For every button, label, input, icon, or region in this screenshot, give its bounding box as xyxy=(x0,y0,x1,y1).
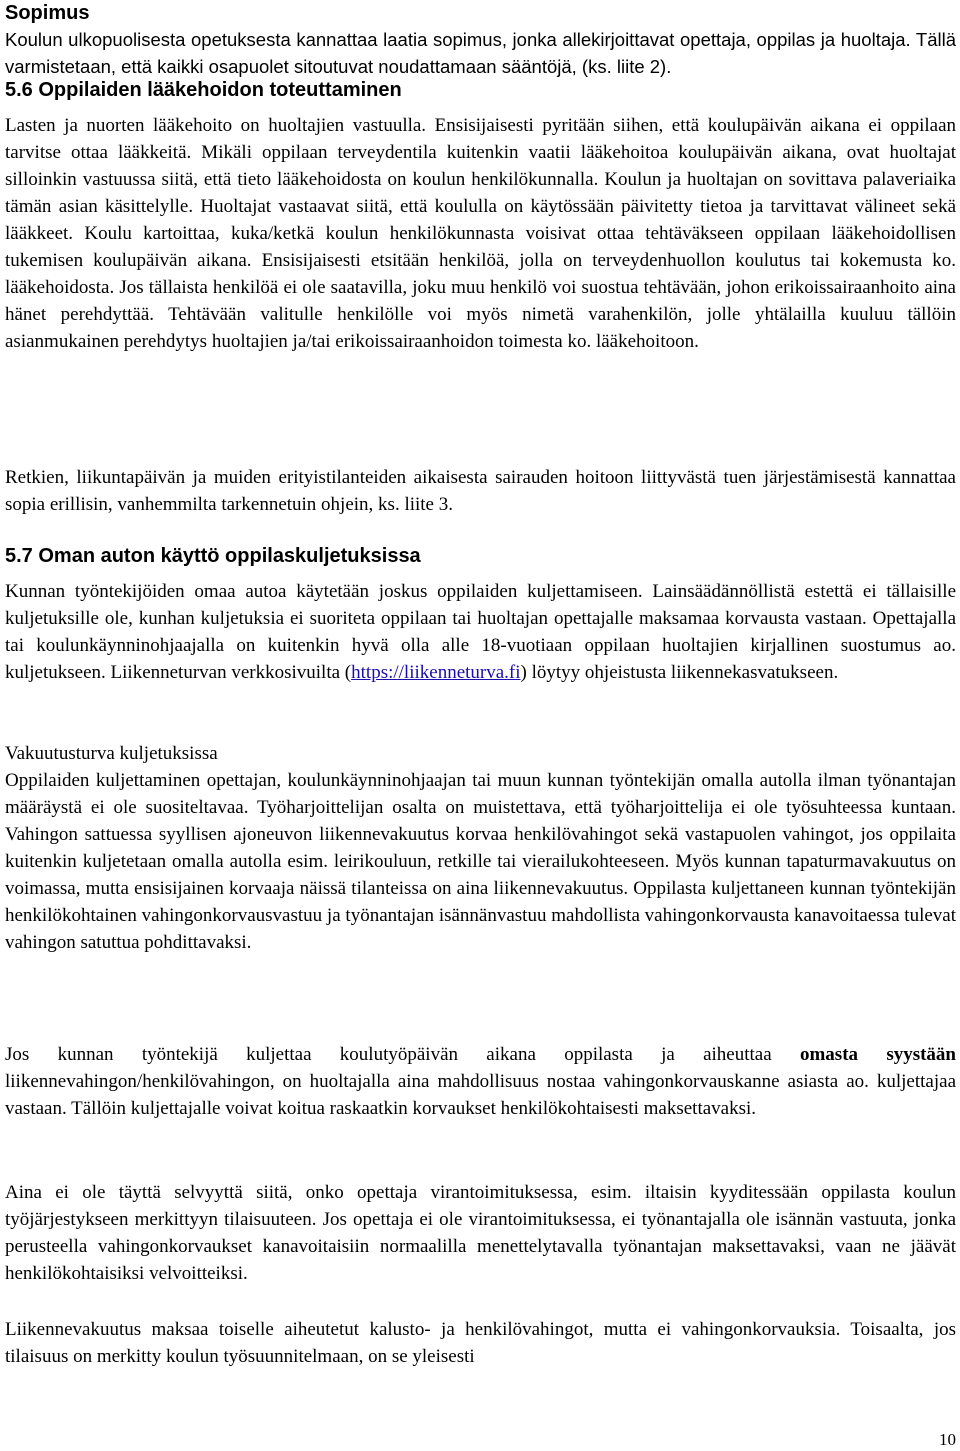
paragraph-text: ) löytyy ohjeistusta liikennekasvatukseen. xyxy=(520,662,839,683)
section-5-7-heading: 5.7 Oman auton käyttö oppilaskuljetuksissa xyxy=(5,545,421,567)
paragraph-text: Jos kunnan työntekijä kuljettaa koulutyöpäivän aikana oppilasta ja aiheuttaa xyxy=(5,1044,800,1065)
section-5-6-paragraph-1: Lasten ja nuorten lääkehoito on huoltajien vastuulla. Ensisijaisesti pyritään siihen, että koulupäivän aikana ei oppilaan tarvitse ottaa lääkkeitä. Mikäli oppilaan terveydentila kuitenkin vaatii lääkehoitoa koulupäivän aikana, ovat huoltajat silloinkin vastuussa siitä, että tieto lääkehoidosta on koulun henkilökunnalla. Koulun ja huoltajan on sovittava palaveriaika tämän asian käsittelylle. Huoltajat vastaavat siitä, että koululla on käytössään päivitetty tietoa ja tarvittavat välineet sekä lääkkeet. Koulu kartoittaa, kuka/ketkä koulun henkilökunnasta voisivat ottaa tehtäväkseen oppilaan lääkehoidollisen tukemisen koulupäivän aikana. Ensisijaisesti etsitään henkilöä, jolla on terveydenhuollon koulutus tai kokemusta ko. lääkehoidosta. Jos tällaista henkilöä ei ole saatavilla, joku muu henkilö voi suostua tehtävään, johon erikoissairaanhoito aina hänet perehdyttää. Tehtävään valitulle henkilölle voi myös nimetä varahenkilön, jolle yhtälailla kuuluu tällöin asianmukainen perehdytys huoltajien ja/tai erikoissairaanhoidon toimesta ko. lääkehoitoon. xyxy=(5,115,956,352)
section-5-7-paragraph-4: Aina ei ole täyttä selvyyttä siitä, onko opettaja virantoimituksessa, esim. iltaisin kyyditessään oppilasta koulun työjärjestykseen merkittyyn tilaisuuteen. Jos opettaja ei ole virantoimituksessa, ei työnantajalla ole isännän vastuuta, jonka perusteella vahingonkorvaukset kanavoitaisiin normaalilla menettelytavalla työnantajan maksettavaksi, vaan ne jäävät henkilökohtaisiksi velvoitteiksi. xyxy=(5,1182,956,1284)
section-5-6-paragraph-2: Retkien, liikuntapäivän ja muiden erityistilanteiden aikaisesta sairauden hoitoon liittyvästä tuen järjestämisestä kannattaa sopia erillisin, vanhemmilta tarkennetuin ohjein, ks. liite 3. xyxy=(5,467,956,515)
sopimus-paragraph: Koulun ulkopuolisesta opetuksesta kannattaa laatia sopimus, jonka allekirjoittavat opettaja, oppilas ja huoltaja. Tällä varmistetaan, että kaikki osapuolet sitoutuvat noudattamaan sääntöjä, (ks. liite 2). xyxy=(5,29,956,77)
liikenneturva-link[interactable]: https://liikenneturva.fi xyxy=(351,662,521,683)
section-5-7-paragraph-1 xyxy=(5,578,956,686)
insurance-subheading: Vakuutusturva kuljetuksissa xyxy=(5,743,218,764)
section-5-7-paragraph-5: Liikennevakuutus maksaa toiselle aiheutetut kalusto- ja henkilövahingot, mutta ei vahingonkorvauksia. Toisaalta, jos tilaisuus on merkitty koulun työsuunnitelmaan, on se yleisesti xyxy=(5,1319,956,1367)
sopimus-heading: Sopimus xyxy=(5,2,90,24)
emphasis-text: omasta syystään xyxy=(799,1044,956,1065)
section-5-7-paragraph-3 xyxy=(5,1041,956,1122)
paragraph-text: Kunnan työntekijöiden omaa autoa käytetään joskus oppilaiden kuljettamiseen. Lainsäädännöllistä estettä ei tällaisille kuljetuksille ole, kunhan kuljetuksia ei suoriteta oppilaan tai huoltajan opettajalle maksamaa korvausta vastaan. Opettajalla tai koulunkäynninohjaajalla on kuitenkin hyvä olla alle 18-vuotiaan oppilaan huoltajien kirjallinen suostumus ao. kuljetukseen. Liikenneturvan verkkosivuilta ( xyxy=(5,581,956,683)
page-number: 10 xyxy=(939,1430,956,1449)
paragraph-text: liikennevahingon/henkilövahingon, on huoltajalla aina mahdollisuus nostaa vahingonkorvauskanne asiasta ao. kuljettajaa vastaan. Tällöin kuljettajalle voivat koitua raskaatkin korvaukset henkilökohtaisesti maksettavaksi. xyxy=(5,1071,956,1119)
section-5-7-paragraph-2: Oppilaiden kuljettaminen opettajan, koulunkäynninohjaajan tai muun kunnan työntekijän omalla autolla ilman työnantajan määräystä ei ole suositeltavaa. Työharjoittelijan osalta on muistettava, että työharjoittelija ei ole työsuhteessa kuntaan. Vahingon sattuessa syyllisen ajoneuvon liikennevakuutus korvaa henkilövahingot sekä vastapuolen vahingot, jos oppilaita kuitenkin kuljetetaan omalla autolla esim. leirikouluun, retkille tai vierailukohteeseen. Myös kunnan tapaturmavakuutus on voimassa, mutta ensisijainen korvaaja näissä tilanteissa on aina liikennevakuutus. Oppilasta kuljettaneen kunnan työntekijän henkilökohtainen vahingonkorvausvastuu ja työnantajan isännänvastuu mahdollista vahingonkorvausta kanavoitaessa tulevat vahingon satuttua pohdittavaksi. xyxy=(5,770,956,953)
section-5-6-heading: 5.6 Oppilaiden lääkehoidon toteuttaminen xyxy=(5,79,402,101)
